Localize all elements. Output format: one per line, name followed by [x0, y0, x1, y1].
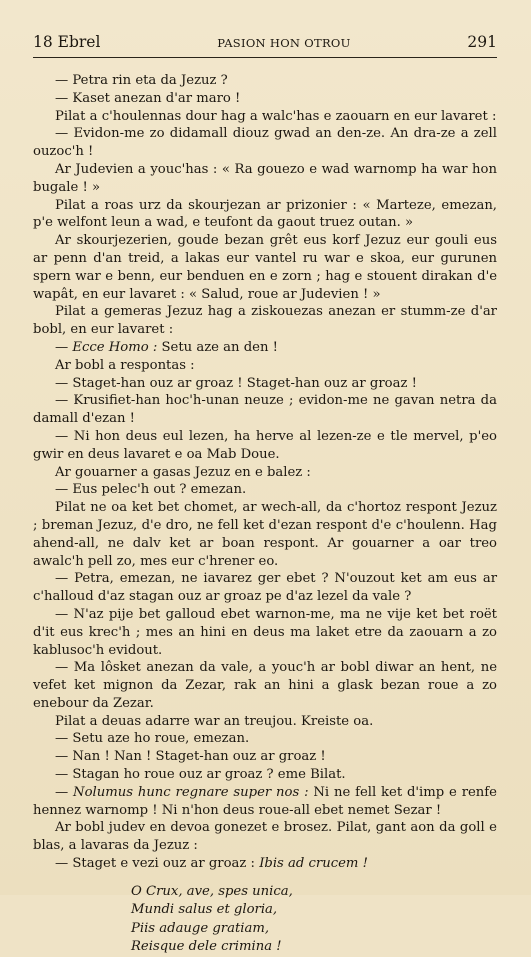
latin-phrase: Ibis ad crucem !: [259, 856, 368, 872]
paragraph: — N'az pije bet galloud ebet warnon-me, ma ne vije ket bet roët d'it eus krec'h ; mes an hini en deus ma laket etre da zaouarn a zo kablusoc'h evidout.: [33, 606, 497, 658]
header-title: PASION HON OTROU: [217, 36, 351, 50]
latin-hymn: [131, 883, 497, 957]
paragraph: Ar gouarner a gasas Jezuz en e balez :: [55, 464, 311, 480]
paragraph: Ar bobl judev en devoa gonezet e brosez. Pilat, gant aon da goll e blas, a lavaras da Jezuz :: [33, 820, 497, 854]
latin-phrase: Ecce Homo :: [72, 339, 158, 355]
paragraph: Pilat a roas urz da skourjezan ar prizonier : « Marteze, emezan, p'e welfont leun a wad, e teufont da gaout truez outan. »: [33, 197, 497, 231]
paragraph: Ar Judevien a youc'has : « Ra gouezo e wad warnomp ha war hon bugale ! »: [33, 161, 497, 195]
paragraph: Ar skourjezerien, goude bezan grêt eus korf Jezuz eur gouli eus ar penn d'an treid, a lakas eur vantel ru war e skoa, eur gurunen spern war e benn, eur benduen en e zorn ; hag e stouent dirakan d'e wapât, en eur lavaret : « Salud, roue ar Judevien ! »: [33, 233, 497, 302]
header-date: 18 Ebrel: [33, 33, 101, 51]
paragraph: Pilat a c'houlennas dour hag a walc'has e zaouarn en eur lavaret :: [55, 108, 497, 124]
running-header: [33, 33, 497, 52]
paragraph-ecce-homo: — Ecce Homo : Setu aze an den !: [55, 339, 278, 355]
paragraph-text: — Staget e vezi ouz ar groaz :: [55, 856, 255, 872]
paragraph-text: Ni ne fell ket d'imp e renfe hennez warnomp ! Ni n'hon deus roue-all ebet nemet Sezar !: [33, 784, 497, 818]
paragraph-final: [33, 855, 497, 873]
paragraph: — Krusifiet-han hoc'h-unan neuze ; evidon-me ne gavan netra da damall d'ezan !: [33, 393, 497, 427]
latin-phrase: Nolumus hunc regnare super nos :: [73, 784, 309, 800]
hymn-line: Mundi salus et gloria,: [131, 902, 278, 918]
paragraph: Pilat a gemeras Jezuz hag a ziskouezas anezan er stumm-ze d'ar bobl, en eur lavaret :: [33, 304, 497, 338]
paragraph: — Staget-han ouz ar groaz ! Staget-han ouz ar groaz !: [55, 375, 417, 391]
paragraph: — Stagan ho roue ouz ar groaz ? eme Bilat.: [55, 767, 346, 783]
paragraph: — Eus pelec'h out ? emezan.: [55, 482, 247, 498]
page-number: 291: [467, 33, 497, 51]
paragraph-nolumus: — Nolumus hunc regnare super nos : Ni ne fell ket d'imp e renfe hennez warnomp ! Ni n'hon deus roue-all ebet nemet Sezar !: [33, 784, 497, 818]
paragraph: — Evidon-me zo didamall diouz gwad an den-ze. An dra-ze a zell ouzoc'h !: [33, 126, 497, 160]
paragraph: — Ma lôsket anezan da vale, a youc'h ar bobl diwar an hent, ne vefet ket mignon da Zezar, rak an hini a glask bezan roue a zo enebour da Zezar.: [33, 660, 497, 711]
hymn-line: Reisque dele crimina !: [131, 939, 282, 955]
paragraph: — Ni hon deus eul lezen, ha herve al lezen-ze e tle mervel, p'eo gwir en deus lavaret e oa Mab Doue.: [33, 428, 497, 462]
paragraph: Ar bobl a respontas :: [55, 357, 195, 373]
page-body: [33, 72, 497, 957]
paragraph: — Nan ! Nan ! Staget-han ouz ar groaz !: [55, 749, 326, 765]
paragraph: — Kaset anezan d'ar maro !: [55, 90, 241, 106]
paragraph: — Setu aze ho roue, emezan.: [55, 731, 250, 747]
hymn-line: Piis adauge gratiam,: [131, 920, 270, 936]
paragraph: Pilat ne oa ket bet chomet, ar wech-all, da c'hortoz respont Jezuz ; breman Jezuz, d'e dro, ne fell ket d'ezan respont d'e c'houlenn. Hag ahend-all, ne dalv ket ar boan respont. Ar gouarner a oar treo awalc'h pell zo, mes eur c'hrener eo.: [33, 500, 497, 569]
paragraph: — Petra rin eta da Jezuz ?: [55, 73, 228, 88]
hymn-line: O Crux, ave, spes unica,: [131, 883, 293, 899]
paragraph-text: Setu aze an den !: [161, 339, 278, 355]
paragraph: — Petra, emezan, ne iavarez ger ebet ? N'ouzout ket am eus ar c'halloud d'az stagan ouz ar groaz pe d'az lezel da vale ?: [33, 571, 497, 605]
header-rule: [33, 57, 497, 58]
paragraph: Pilat a deuas adarre war an treujou. Kreiste oa.: [55, 713, 374, 729]
